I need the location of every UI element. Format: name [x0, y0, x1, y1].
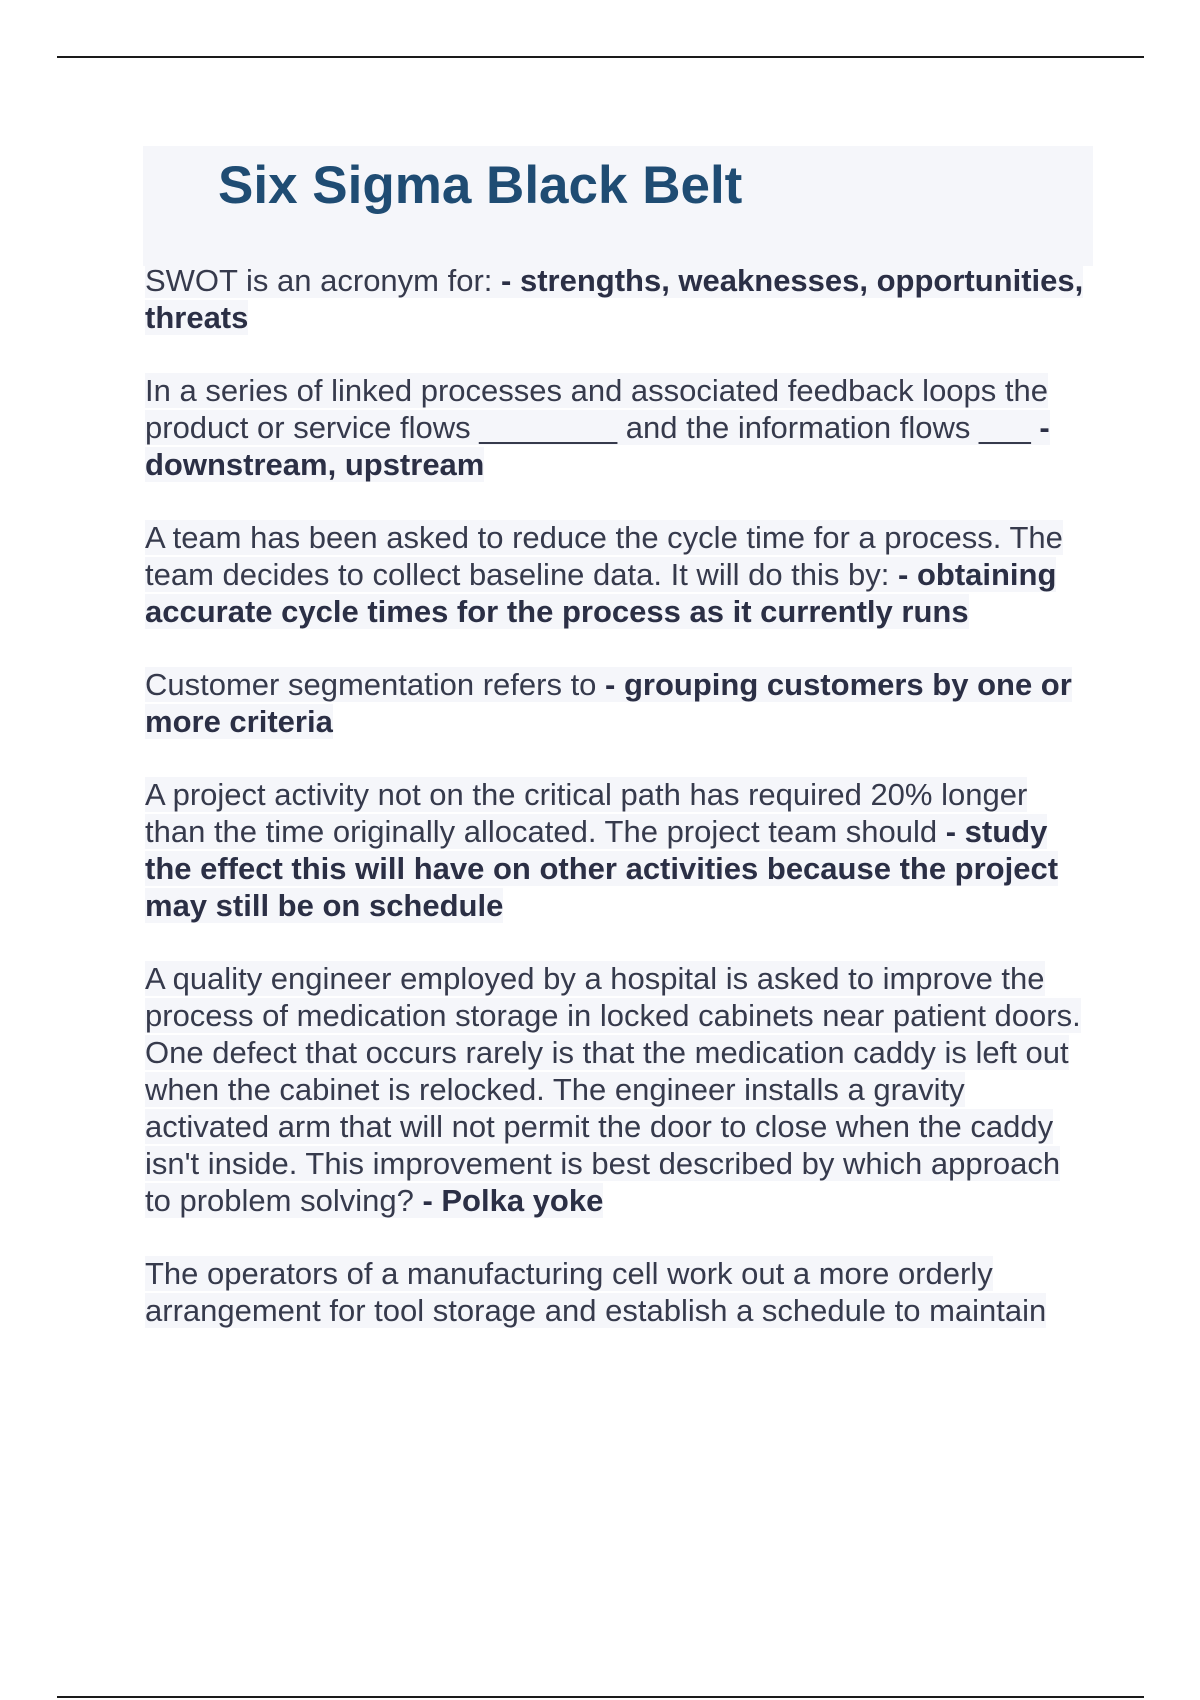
- question-text: Customer segmentation refers to: [145, 667, 606, 702]
- top-divider: [57, 56, 1144, 58]
- question-text: The operators of a manufacturing cell work out a more orderly arrangement for tool storage and establish a schedule to maintain: [145, 1256, 1047, 1328]
- qa-item: [145, 372, 1090, 483]
- flashcard-list: [145, 262, 1090, 1365]
- question-text: A quality engineer employed by a hospital is asked to improve the process of medication storage in locked cabinets near patient doors. One defect that occurs rarely is that the medication caddy is left out when the cabinet is relocked. The engineer installs a gravity activated arm that will not permit the door to close when the caddy isn't inside. This improvement is best described by which approach to problem solving?: [145, 961, 1081, 1218]
- qa-item: [145, 776, 1090, 924]
- answer-text: - Polka yoke: [422, 1183, 604, 1218]
- qa-item: [145, 262, 1090, 336]
- answer-text: - study the effect this will have on other activities because the project may still be on schedule: [145, 814, 1059, 923]
- page-title: Six Sigma Black Belt: [218, 156, 743, 215]
- question-text: In a series of linked processes and associated feedback loops the product or service flows ________ and the information flows ___: [145, 373, 1048, 445]
- title-banner: [143, 146, 1093, 266]
- answer-text: - obtaining accurate cycle times for the process as it currently runs: [145, 557, 1057, 629]
- question-text: SWOT is an acronym for:: [145, 263, 502, 298]
- answer-text: - grouping customers by one or more criteria: [145, 667, 1072, 739]
- answer-text: - strengths, weaknesses, opportunities, threats: [145, 263, 1084, 335]
- answer-text: - downstream, upstream: [145, 410, 1050, 482]
- qa-item: [145, 666, 1090, 740]
- question-text: A team has been asked to reduce the cycle time for a process. The team decides to collect baseline data. It will do this by:: [145, 520, 1063, 592]
- qa-item: [145, 519, 1090, 630]
- qa-item: [145, 960, 1090, 1219]
- qa-item: [145, 1255, 1090, 1329]
- question-text: A project activity not on the critical path has required 20% longer than the time originally allocated. The project team should: [145, 777, 1028, 849]
- bottom-divider: [57, 1696, 1144, 1698]
